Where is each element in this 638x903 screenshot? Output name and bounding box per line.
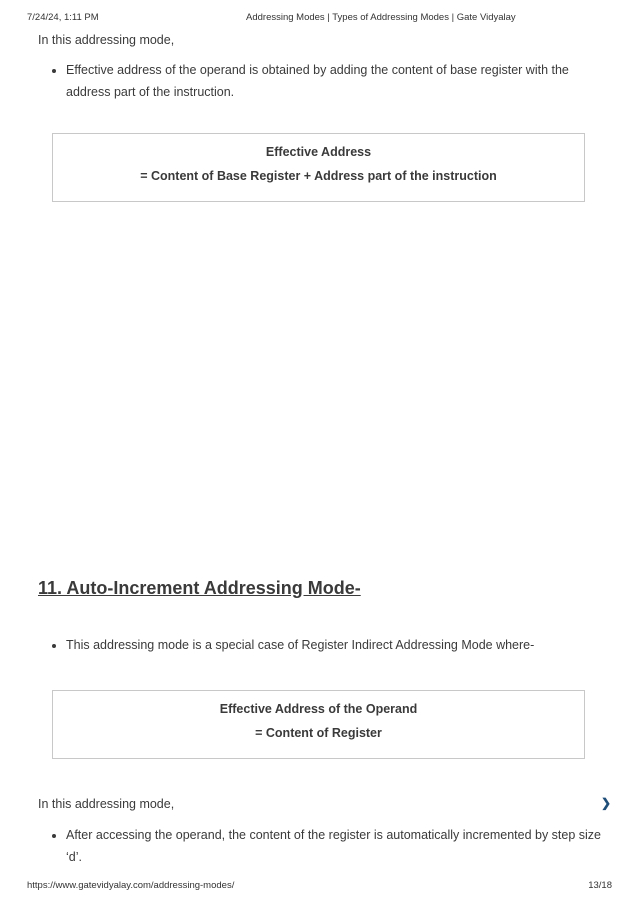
- formula-title: Effective Address: [265, 145, 372, 159]
- auto-increment-intro: In this addressing mode,: [38, 797, 175, 811]
- auto-increment-detail-bullets: [38, 824, 606, 868]
- page-number: 13/18: [588, 880, 612, 891]
- list-item: • This addressing mode is a special case of Register Indirect Addressing Mode where-: [66, 634, 626, 656]
- list-item: • After accessing the operand, the content of the register is automatically incremented by step size ‘d’.: [66, 824, 606, 868]
- print-url: https://www.gatevidyalay.com/addressing-modes/: [27, 880, 235, 891]
- auto-increment-formula-box: [52, 690, 585, 759]
- base-mode-intro: In this addressing mode,: [38, 33, 175, 47]
- base-mode-bullets: [38, 59, 601, 103]
- chevron-right-icon[interactable]: ❯: [601, 796, 612, 810]
- auto-increment-bullets: [38, 634, 626, 656]
- base-register-formula-box: [52, 133, 585, 202]
- formula-expression: = Content of Base Register + Address part of the instruction: [140, 169, 497, 183]
- list-item: • Effective address of the operand is obtained by adding the content of base register with the address part of the instruction.: [66, 59, 601, 103]
- formula-title: Effective Address of the Operand: [219, 702, 418, 716]
- print-timestamp: 7/24/24, 1:11 PM: [27, 12, 99, 23]
- print-page-title: Addressing Modes | Types of Addressing Modes | Gate Vidyalay: [246, 12, 516, 23]
- formula-expression: = Content of Register: [255, 726, 382, 740]
- auto-increment-heading[interactable]: 11. Auto-Increment Addressing Mode-: [38, 578, 361, 598]
